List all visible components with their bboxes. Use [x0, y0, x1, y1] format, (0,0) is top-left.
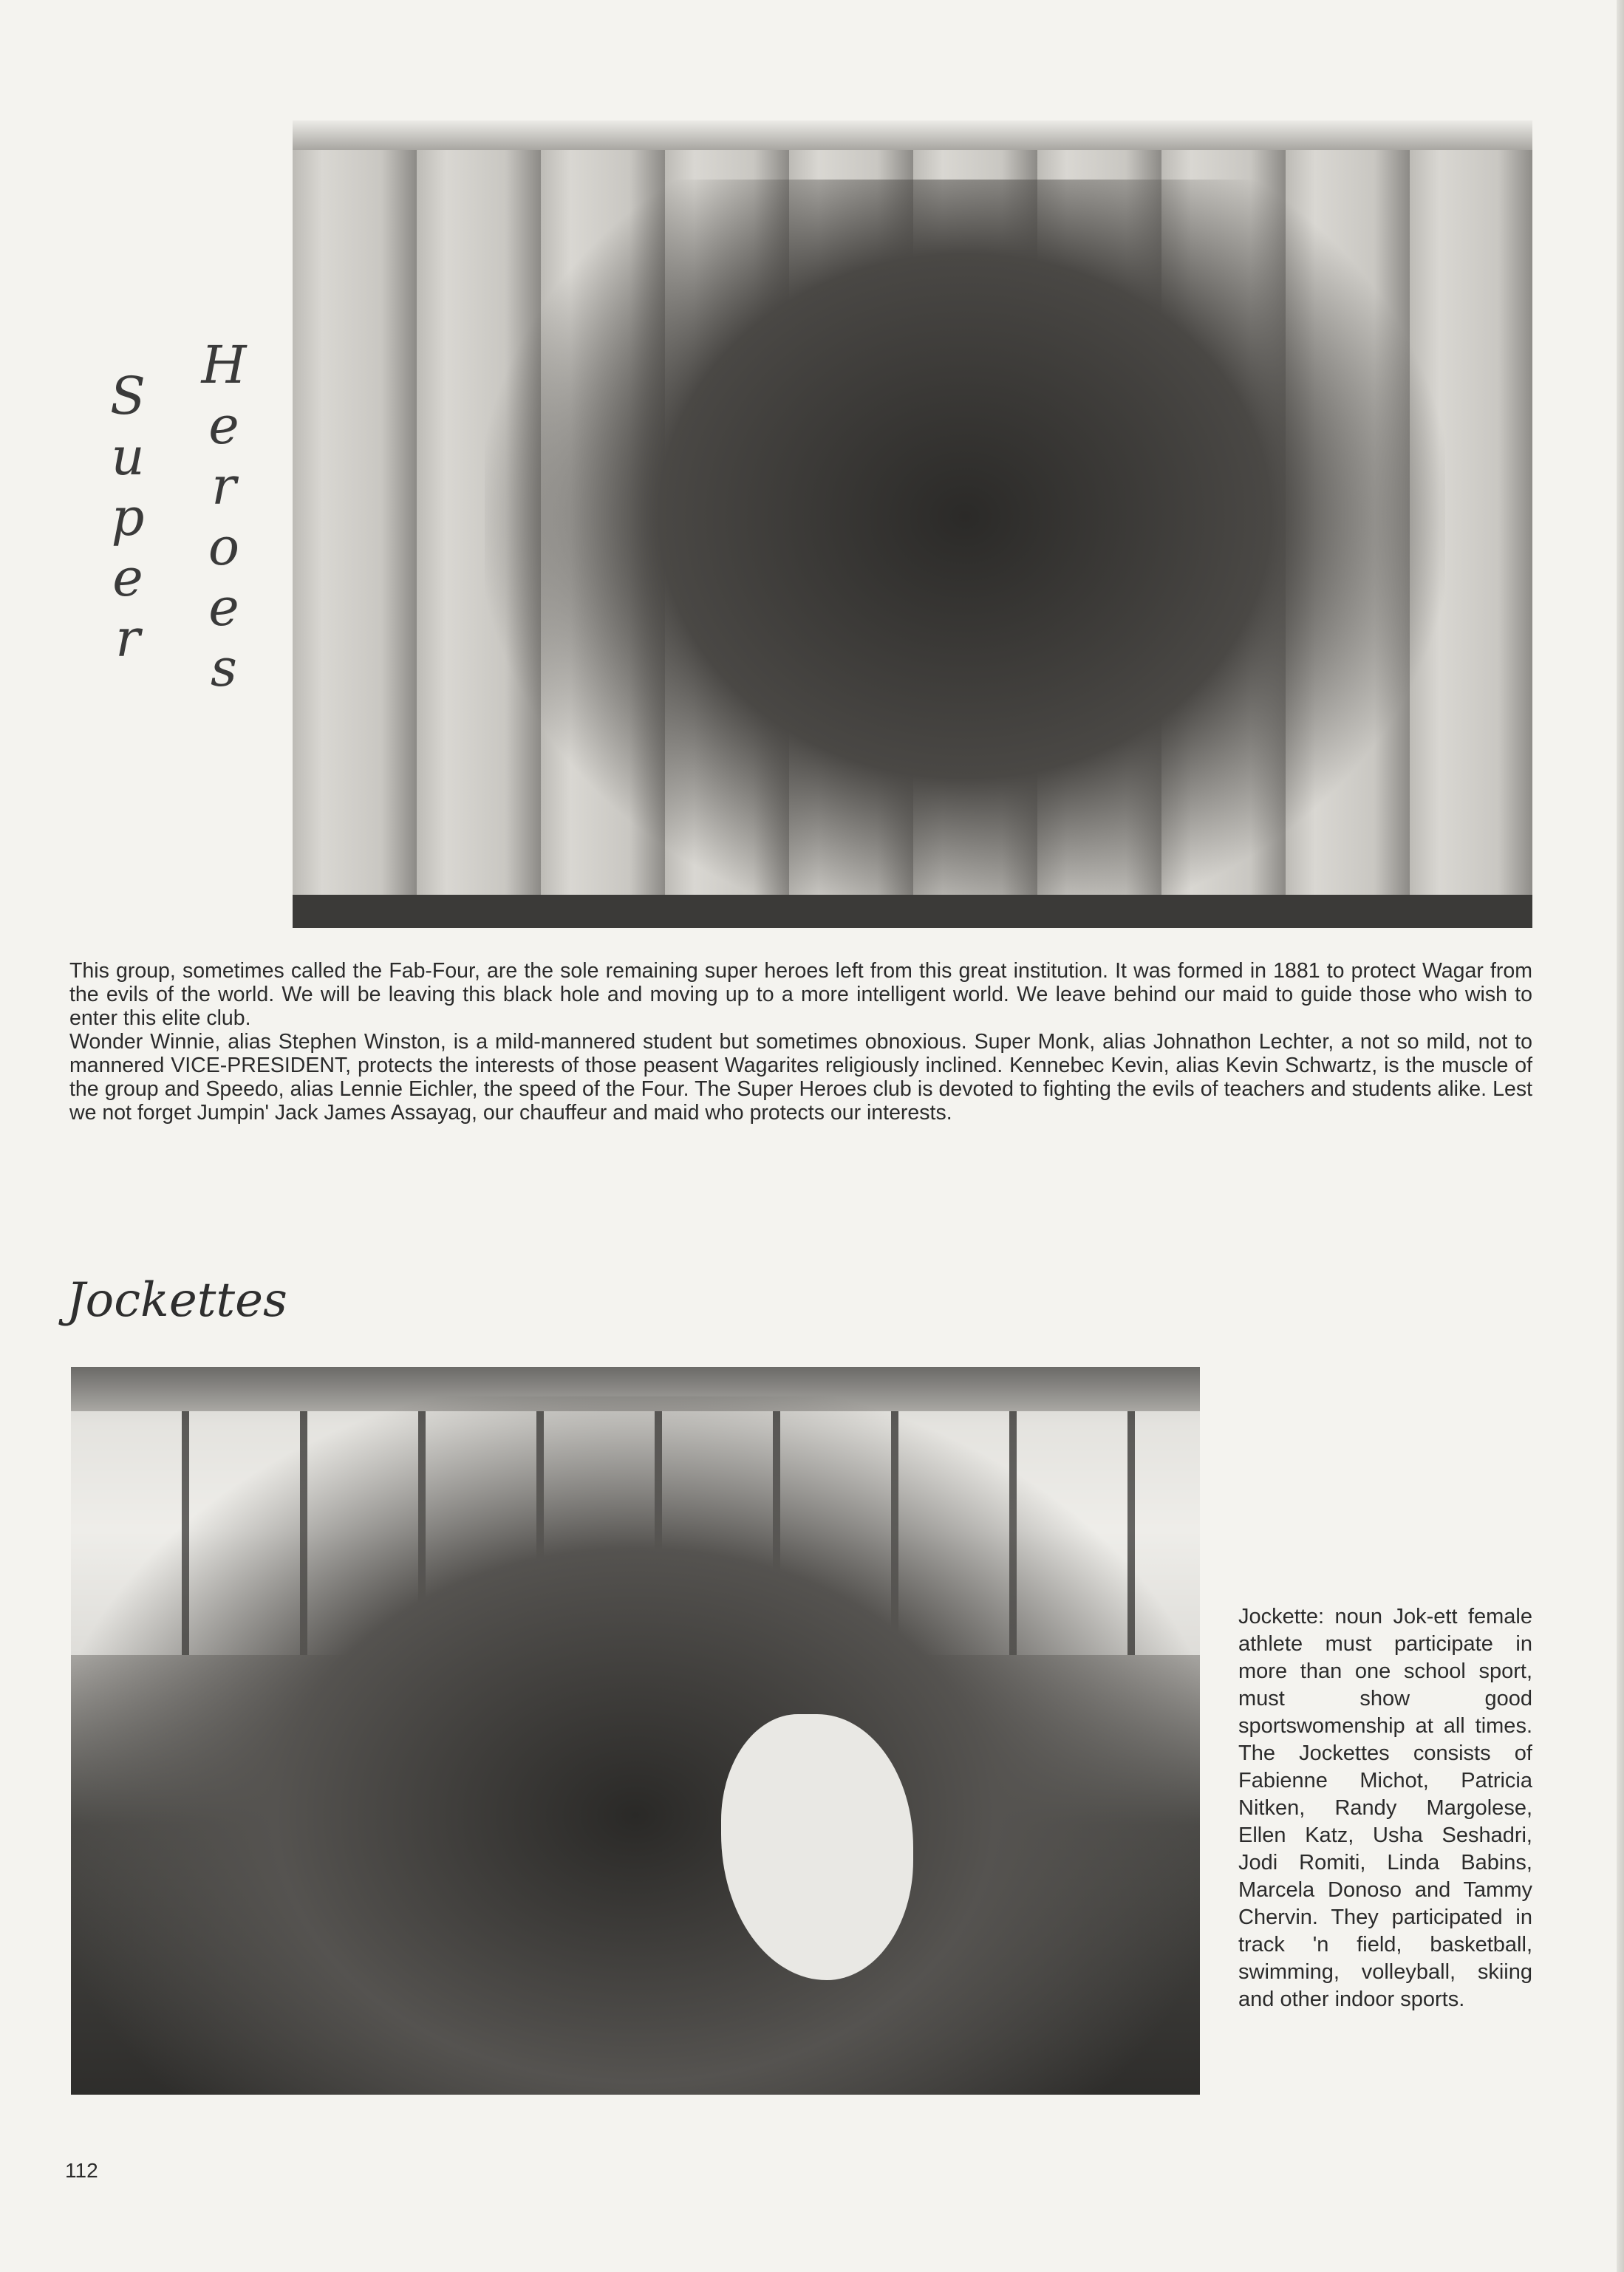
title-letter: s [211, 638, 237, 698]
super-heroes-photo [293, 120, 1532, 928]
page-number: 112 [65, 2159, 98, 2182]
page-edge [1617, 0, 1624, 2272]
title-letter: S [110, 366, 146, 426]
title-letter: e [112, 547, 143, 608]
title-letter: e [208, 395, 239, 456]
title-letter: e [208, 577, 239, 638]
group-of-students [485, 180, 1445, 928]
group-of-athletes [71, 1396, 1200, 2095]
title-letter: p [111, 487, 145, 547]
caption-paragraph: This group, sometimes called the Fab-Four, are the sole remaining super heroes left from this great institution. It was formed in 1881 to protect Wagar from the evils of the world. We will be leaving this black hole and moving up to a more intelligent world. We leave behind our maid to guide those who wish to enter this elite club. [69, 959, 1532, 1030]
super-vertical-title [95, 366, 161, 669]
jockettes-caption: Jockette: noun Jok-ett female athlete must participate in more than one school sport, must show good sportswomenship at all times. The Jockettes consists of Fabienne Michot, Patricia Nitken, Randy Margolese, Ellen Katz, Usha Seshadri, Jodi Romiti, Linda Babins, Marcela Donoso and Tammy Chervin. They participated in track 'n field, basketball, swimming, volleyball, skiing and other indoor sports. [1238, 1605, 1532, 2011]
heroes-vertical-title [191, 335, 257, 698]
title-letter: u [111, 426, 145, 487]
title-letter: r [115, 608, 140, 669]
lockers-top [293, 120, 1532, 150]
title-letter: o [208, 516, 240, 577]
super-heroes-caption [69, 959, 1532, 1125]
title-letter: H [201, 335, 247, 395]
floor [293, 895, 1532, 928]
jockettes-photo [71, 1367, 1200, 2095]
caption-paragraph: Wonder Winnie, alias Stephen Winston, is a mild-mannered student but sometimes obnoxious. Super Monk, alias Johnathon Lechter, a not so mild, not to mannered VICE-PRESIDENT, protects the interests of those peasent Wagarites religiously inclined. Kennebec Kevin, alias Kevin Schwartz, is the muscle of the group and Speedo, alias Lennie Eichler, the speed of the Four. The Super Heroes club is devoted to fighting the evils of teachers and students alike. Lest we not forget Jumpin' Jack James Assayag, our chauffeur and maid who protects our interests. [69, 1030, 1532, 1125]
jockettes-heading: Jockettes [66, 1273, 287, 1328]
title-letter: r [211, 456, 236, 516]
